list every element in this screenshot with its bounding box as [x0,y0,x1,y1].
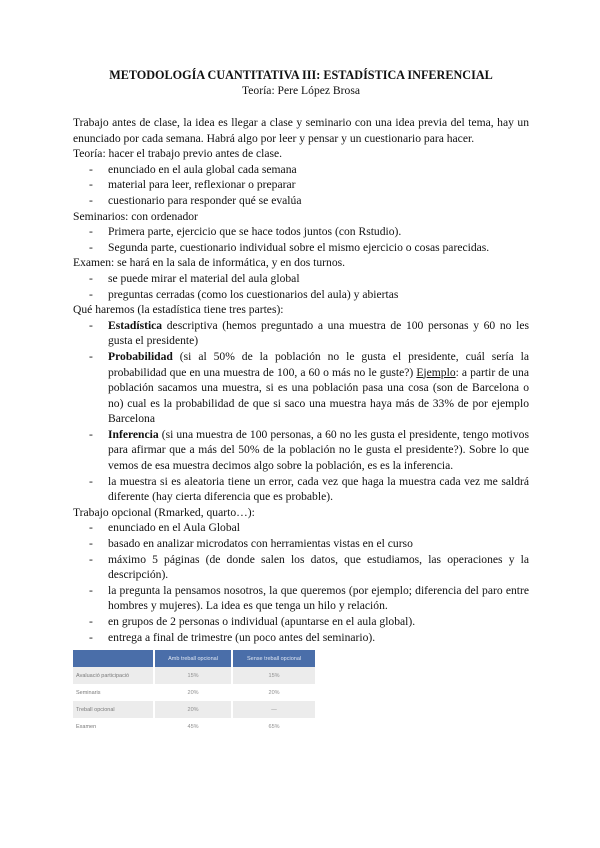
example-label: Ejemplo [416,365,456,379]
list-item: - cuestionario para responder qué se evalúa [73,193,529,209]
table-cell: 65% [232,718,316,735]
table-header-cell: Sense treball opcional [232,650,316,667]
table-cell: Treball opcional [73,701,154,718]
term-inferencia: Inferencia [108,427,159,441]
teoria-heading: Teoría: hacer el trabajo previo antes de clase. [73,147,283,161]
list-item: - material para leer, reflexionar o preparar [73,177,529,193]
list-item: - en grupos de 2 personas o individual (apuntarse en el aula global). [73,614,529,630]
term-estadistica: Estadística [108,318,163,332]
teoria-list [73,162,529,209]
list-item: - la pregunta la pensamos nosotros, la que queremos (por ejemplo; diferencia del paro entre hombres y mujeres). La idea es que tenga un hilo y relación. [73,583,529,614]
seminarios-list [73,224,529,255]
list-item: - se puede mirar el material del aula global [73,271,529,287]
term-probabilidad: Probabilidad [108,349,173,363]
list-item: - enunciado en el aula global cada semana [73,162,529,178]
estadistica-heading: Qué haremos (la estadística tiene tres partes): [73,303,284,317]
intro-paragraph: Trabajo antes de clase, la idea es llegar a clase y seminario con una idea previa del tema, hay un enunciado por cada semana. Habrá algo por leer y pensar y un cuestionario para hacer. [73,116,529,145]
table-row [73,718,316,735]
list-item: - la muestra si es aleatoria tiene un error, cada vez que haga la muestra cada vez me saldrá diferente (hay cierta diferencia que es probable). [73,474,529,505]
examen-heading: Examen: se hará en la sala de informática, y en dos turnos. [73,256,346,270]
table-cell: 45% [154,718,232,735]
example-text: : a partir de una población sacamos una muestra, si es una población pasa una cosa (son de Barcelona o no) cual es la probabilidad de que si saco una muestra haya más de 33% de por ejemplo Barcelona [108,365,530,426]
list-item [73,318,529,349]
trabajo-heading: Trabajo opcional (Rmarked, quarto…): [73,505,255,519]
item-text: descriptiva (hemos preguntado a una muestra de 100 personas y 60 no les gusta el presidente) [108,318,529,348]
table-cell: Examen [73,718,154,735]
trabajo-list [73,520,529,645]
table-cell: — [232,701,316,718]
table-cell: Seminaris [73,684,154,701]
table-cell: Avaluació participació [73,667,154,684]
list-item: - basado en analizar microdatos con herramientas vistas en el curso [73,536,529,552]
grades-table [73,650,317,735]
seminarios-heading: Seminarios: con ordenador [73,209,198,223]
table-cell: 20% [232,684,316,701]
list-item: - Primera parte, ejercicio que se hace todos juntos (con Rstudio). [73,224,529,240]
document-subtitle: Teoría: Pere López Brosa [242,84,360,97]
table-row [73,667,316,684]
list-item: - preguntas cerradas (como los cuestionarios del aula) y abiertas [73,287,529,303]
table-cell: 20% [154,684,232,701]
list-item: - entrega a final de trimestre (un poco antes del seminario). [73,630,529,646]
examen-list [73,271,529,302]
item-text: (si al 50% de la población no le gusta el presidente, cuál sería la probabilidad que en una muestra de 100, a 60 o más no le guste?) [108,349,529,379]
list-item: - Segunda parte, cuestionario individual sobre el mismo ejercicio o cosas parecidas. [73,240,529,256]
table-cell: 15% [154,667,232,684]
table-header-row [73,650,316,667]
document-title: METODOLOGÍA CUANTITATIVA III: ESTADÍSTICA INFERENCIAL [109,68,493,82]
table-header-cell: Amb treball opcional [154,650,232,667]
table-row [73,684,316,701]
list-item [73,349,529,427]
item-text: (si una muestra de 100 personas, a 60 no les gusta el presidente, tengo motivos para afirmar que a más del 50% de la población no le gusta el presidente?). Sobre lo que vemos de esa muestra decimos algo sobre la población, es es la inferencia. [108,427,529,473]
list-item: - enunciado en el Aula Global [73,520,529,536]
table-header-cell [73,650,154,667]
table-cell: 20% [154,701,232,718]
list-item [73,427,529,474]
estadistica-list [73,318,529,505]
document-page [73,68,529,735]
list-item: - máximo 5 páginas (de donde salen los datos, que estudiamos, las operaciones y la descripción). [73,552,529,583]
table-cell: 15% [232,667,316,684]
table-row [73,701,316,718]
